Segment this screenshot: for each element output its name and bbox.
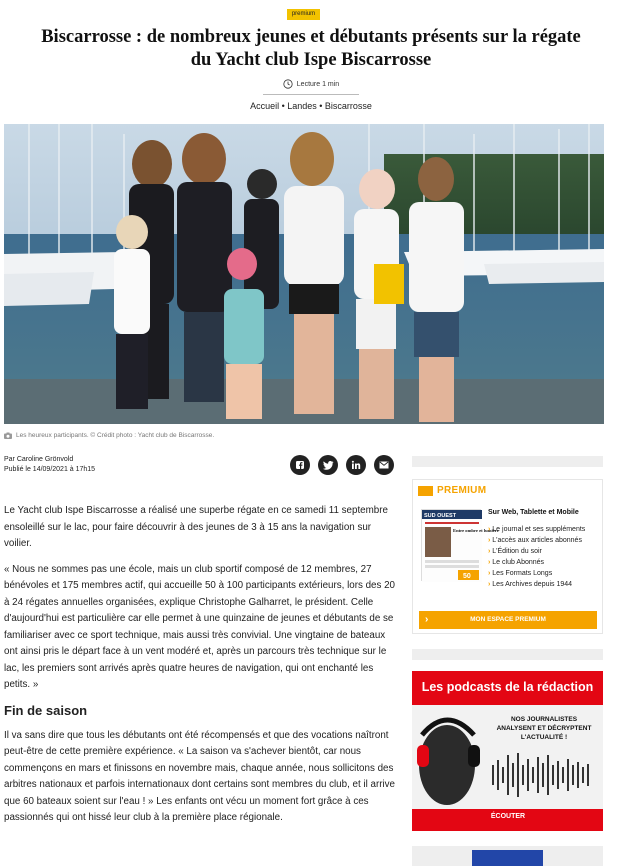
photo-caption: [4, 432, 214, 439]
twitter-icon: [323, 460, 334, 470]
author[interactable]: Par Caroline Grönvold: [4, 456, 74, 463]
chevron-right-icon: ›: [425, 614, 429, 625]
premium-label: PREMIUM: [437, 485, 487, 496]
premium-heading: Sur Web, Tablette et Mobile: [488, 509, 579, 516]
sidebar-ad[interactable]: [472, 850, 543, 866]
title-divider: [263, 94, 359, 95]
sidebar-separator: [412, 649, 603, 660]
premium-tag-icon: [418, 486, 433, 496]
thumb-number: 50: [463, 573, 471, 580]
paragraph-1: Le Yacht club Ispe Biscarrosse a réalisé une superbe régate en ce samedi 11 septembre ensoleillé sur le lac, pour faire découvrir à des jeunes de 3 à 15 ans la navigation sur voilier.: [4, 505, 388, 549]
breadcrumb[interactable]: Accueil • Landes • Biscarrosse: [250, 101, 372, 111]
podcast-promo[interactable]: [412, 671, 603, 831]
premium-features: [488, 524, 585, 590]
subheading: Fin de saison: [4, 702, 88, 718]
premium-feature-item: › Les Formats Longs: [488, 568, 585, 579]
thumb-masthead: SUD OUEST: [424, 513, 457, 519]
paragraph-3: Il va sans dire que tous les débutants ont été récompensés et que des vocations naîtront peut-être de cette première expérience. « La saison va s'achever bientôt, car nous commençons en mars et finissons en novembre mais, chaque année, nous sollicitons des arbitres nationaux et parfois internationaux dont certains sont membres du club, et il arrive que 60 bateaux soient sur l'eau ! » Les enfants ont vécu un moment fort grâce à ces passionnés qui ont hissé leur club à la première place régionale.: [4, 729, 395, 823]
camera-icon: [4, 432, 12, 439]
premium-badge: premium: [287, 9, 320, 20]
caption-text: Les heureux participants. © Crédit photo : Yacht club de Biscarrosse.: [16, 432, 215, 439]
podcast-subtitle: NOS JOURNALISTES ANALYSENT ET DÉCRYPTENT L'ACTUALITÉ !: [496, 716, 592, 741]
share-facebook-button[interactable]: [290, 455, 310, 475]
read-time: [0, 79, 622, 89]
premium-space-button[interactable]: [419, 611, 597, 629]
sidebar-separator: [412, 456, 603, 467]
premium-header: [418, 485, 486, 496]
article-body: [4, 503, 399, 836]
clock-icon: [283, 79, 293, 89]
share-email-button[interactable]: [374, 455, 394, 475]
premium-feature-item: › L'accès aux articles abonnés: [488, 535, 585, 546]
read-time-label: Lecture 1 min: [296, 80, 340, 88]
article-title: Biscarrosse : de nombreux jeunes et débutants présents sur la régate du Yacht club Ispe Biscarrosse: [41, 27, 581, 70]
share-twitter-button[interactable]: [318, 455, 338, 475]
linkedin-icon: [351, 460, 361, 470]
podcast-title: Les podcasts de la rédaction: [421, 680, 594, 694]
share-bar: [290, 455, 394, 475]
premium-cta-label: MON ESPACE PREMIUM: [470, 616, 546, 623]
hero-photo: [4, 124, 604, 424]
thumb-headline: Entre ombre et lumière: [453, 528, 499, 533]
share-linkedin-button[interactable]: [346, 455, 366, 475]
paragraph-2: « Nous ne sommes pas une école, mais un club sportif composé de 12 membres, 27 bénévoles et 175 membres actif, qui accueille 50 à 100 participants extérieurs, lors des 20 à 24 régates annuelles organisées, explique Christophe Galharret, le président. Celle d'aujourd'hui est particulière car elle permet à une quinzaine de jeunes et débutants de se familiariser avec ce sport technique, mais aussi très convivial. Une vingtaine de bateaux ont ainsi pris le départ face à un vent modéré et, après un parcours très technique sur le lac, les premiers sont arrivés après quatre heures de navigation, qui ont enchanté les petits. »: [4, 563, 396, 690]
premium-feature-item: › Le club Abonnés: [488, 557, 585, 568]
premium-feature-item: › L'Édition du soir: [488, 546, 585, 557]
byline: [4, 455, 95, 475]
podcast-listen-button[interactable]: ÉCOUTER: [479, 809, 537, 824]
premium-feature-item: › Les Archives depuis 1944: [488, 579, 585, 590]
premium-feature-item: › Le journal et ses suppléments: [488, 524, 585, 535]
email-icon: [379, 461, 389, 469]
premium-promo[interactable]: [412, 479, 603, 634]
facebook-icon: [295, 460, 305, 470]
newspaper-thumbnail: [421, 509, 499, 581]
publish-date: Publié le 14/09/2021 à 17h15: [4, 466, 96, 473]
